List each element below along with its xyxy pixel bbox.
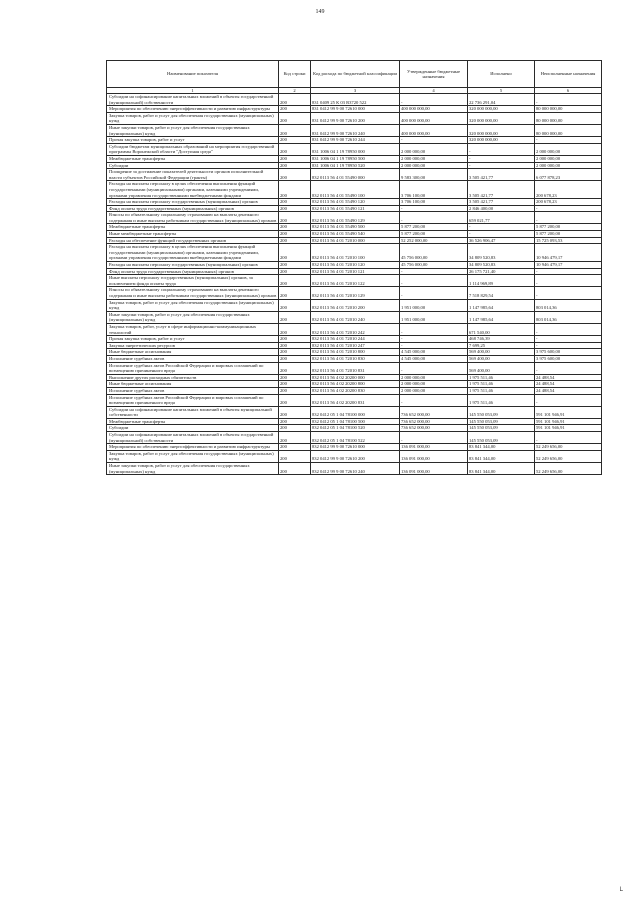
header-unexecuted: Неисполненные назначения [535,61,602,88]
row-approved-cell: 736 652 000,00 [400,425,468,432]
row-approved-cell: - [400,205,468,212]
row-name-cell: Иные закупки товаров, работ и услуг для обеспечения государственных (муниципальных) нужд [107,311,279,323]
row-unexecuted-cell: 80 000 000,00 [535,112,602,124]
row-approved-cell: 3 706 100,00 [400,199,468,206]
row-name-cell: Иные закупки товаров, работ и услуг для обеспечения государственных (муниципальных) нужд [107,124,279,136]
table-row [107,394,602,406]
row-name-cell: Закупка энергетических ресурсов [107,342,279,349]
row-budget-code-cell: 831 0412 99 9 00 72610 240 [311,124,400,136]
row-approved-cell: 3 706 100,00 [400,181,468,199]
row-name-cell: Исполнение судебных актов Российской Федерации и мировых соглашений по возмещению причиненного вреда [107,394,279,406]
scan-corner-mark: └ [618,887,623,895]
row-approved-cell: 400 000 000,00 [400,124,468,136]
row-line-code-cell: 200 [279,205,311,212]
row-executed-cell: 569 400,00 [468,349,535,356]
row-executed-cell: 145 550 053,09 [468,432,535,444]
row-executed-cell: 26 175 721,40 [468,268,535,275]
row-unexecuted-cell: 52 249 656,00 [535,450,602,462]
row-executed-cell: 320 000 000,00 [468,124,535,136]
row-approved-cell: 52 252 000,00 [400,237,468,244]
row-executed-cell: - [468,231,535,238]
table-row [107,450,602,462]
row-unexecuted-cell: - [535,287,602,299]
row-name-cell: Расходы на выплаты персоналу государственных (муниципальных) органов [107,262,279,269]
table-row [107,205,602,212]
row-line-code-cell: 200 [279,162,311,169]
row-budget-code-cell: 832 0113 56 4 01 72010 120 [311,262,400,269]
row-executed-cell: 3 505 421,77 [468,181,535,199]
row-line-code-cell: 200 [279,137,311,144]
table-row [107,387,602,394]
row-unexecuted-cell: 3 975 600,00 [535,355,602,362]
row-budget-code-cell: 832 0113 56 4 01 55490 100 [311,181,400,199]
row-approved-cell: - [400,336,468,343]
row-name-cell: Исполнение судебных актов [107,387,279,394]
row-executed-cell: 320 000 000,00 [468,137,535,144]
row-unexecuted-cell: 5 877 200,00 [535,224,602,231]
table-row [107,311,602,323]
row-approved-cell: - [400,362,468,374]
row-line-code-cell: 200 [279,432,311,444]
row-executed-cell: 2 846 400,00 [468,205,535,212]
row-approved-cell: 136 091 000,00 [400,444,468,451]
row-unexecuted-cell: 10 946 479,17 [535,244,602,262]
row-approved-cell: 1 951 000,00 [400,311,468,323]
row-unexecuted-cell: 2 000 000,00 [535,162,602,169]
table-row [107,224,602,231]
row-budget-code-cell: 832 0113 56 4 01 72010 100 [311,244,400,262]
row-line-code-cell: 200 [279,323,311,335]
header-number: 2 [279,88,311,94]
row-budget-code-cell: 832 0113 56 4 01 72010 121 [311,268,400,275]
row-budget-code-cell: 832 0412 99 9 00 72610 200 [311,450,400,462]
row-unexecuted-cell: 5 877 200,00 [535,231,602,238]
row-name-cell: Субсидии [107,425,279,432]
row-name-cell: Иные бюджетные ассигнования [107,381,279,388]
row-name-cell: Иные выплаты персоналу государственных (муниципальных) органов, за исключением фонда оплаты труда [107,275,279,287]
row-line-code-cell: 200 [279,224,311,231]
row-line-code-cell: 200 [279,394,311,406]
row-approved-cell: 2 000 000,00 [400,387,468,394]
row-name-cell: Фонд оплаты труда государственных (муниципальных) органов [107,205,279,212]
row-approved-cell: - [400,275,468,287]
row-executed-cell: 1 147 985,64 [468,299,535,311]
table-row [107,432,602,444]
table-row [107,275,602,287]
row-name-cell: Поощрение за достижение показателей деятельности органов исполнительной власти субъектов Российской Федерации (гранты) [107,169,279,181]
row-name-cell: Закупка товаров, работ и услуг для обеспечения государственных (муниципальных) нужд [107,450,279,462]
header-number: 4 [400,88,468,94]
row-unexecuted-cell: 2 000 000,00 [535,155,602,162]
row-line-code-cell: 200 [279,244,311,262]
row-unexecuted-cell: - [535,275,602,287]
row-approved-cell: 400 000 000,00 [400,112,468,124]
row-line-code-cell: 200 [279,143,311,155]
row-name-cell: Расходы на выплаты персоналу в целях обеспечения выполнения функций государственными (муниципальными) органами, казенными учреждениями, органами управления государственными внебюджетными фондами [107,244,279,262]
row-line-code-cell: 200 [279,336,311,343]
row-unexecuted-cell: - [535,432,602,444]
row-approved-cell: - [400,394,468,406]
row-budget-code-cell: 832 0113 56 4 01 55490 121 [311,205,400,212]
row-name-cell: Исполнение судебных актов Российской Федерации и мировых соглашений по возмещению причиненного вреда [107,362,279,374]
row-budget-code-cell: 832 0412 05 1 04 78100 500 [311,418,400,425]
row-budget-code-cell: 831 0412 99 9 00 72610 000 [311,106,400,113]
row-name-cell: Исполнение судебных актов [107,355,279,362]
row-line-code-cell: 200 [279,212,311,224]
row-approved-cell: 2 000 000,00 [400,374,468,381]
row-executed-cell: 3 505 421,77 [468,169,535,181]
table-body [107,94,602,475]
row-name-cell: Фонд оплаты труда государственных (муниципальных) органов [107,268,279,275]
row-name-cell: Межбюджетные трансферты [107,155,279,162]
row-line-code-cell: 200 [279,275,311,287]
row-unexecuted-cell: 2 000 000,00 [535,143,602,155]
row-executed-cell: 1 975 511,46 [468,394,535,406]
row-unexecuted-cell: 80 000 000,00 [535,106,602,113]
row-approved-cell: - [400,268,468,275]
row-unexecuted-cell: - [535,137,602,144]
table-row [107,418,602,425]
row-executed-cell: 83 841 344,00 [468,444,535,451]
table-row [107,362,602,374]
header-line-code: Код строки [279,61,311,88]
table-row [107,287,602,299]
header-approved: Утвержденные бюджетные назначения [400,61,468,88]
row-budget-code-cell: 831 1006 04 1 19 78950 500 [311,155,400,162]
row-name-cell: Прочая закупка товаров, работ и услуг [107,137,279,144]
table-row [107,112,602,124]
row-budget-code-cell: 832 0113 56 4 02 20200 831 [311,394,400,406]
budget-execution-table-container [106,60,601,475]
row-budget-code-cell: 832 0113 56 4 01 55490 120 [311,199,400,206]
row-unexecuted-cell: 803 014,36 [535,299,602,311]
row-approved-cell: 4 545 000,00 [400,349,468,356]
row-name-cell: Мероприятия по обеспечению энергоэффективности и развитию инфраструктуры [107,106,279,113]
table-row [107,212,602,224]
row-budget-code-cell: 832 0113 56 4 01 55490 000 [311,169,400,181]
row-unexecuted-cell: 803 014,36 [535,311,602,323]
table-row [107,406,602,418]
row-line-code-cell: 200 [279,112,311,124]
table-row [107,237,602,244]
header-number: 5 [468,88,535,94]
row-name-cell: Выполнение других расходных обязательств [107,374,279,381]
table-row [107,381,602,388]
row-approved-cell: 1 951 000,00 [400,299,468,311]
row-budget-code-cell: 832 0412 05 1 04 78100 000 [311,406,400,418]
row-unexecuted-cell: 24 488,54 [535,387,602,394]
row-executed-cell: 1 114 969,89 [468,275,535,287]
row-line-code-cell: 200 [279,381,311,388]
row-executed-cell: 7 699,25 [468,342,535,349]
row-budget-code-cell: 832 0412 05 1 04 78100 520 [311,425,400,432]
row-line-code-cell: 200 [279,374,311,381]
row-name-cell: Мероприятия по обеспечению энергоэффективности и развитию инфраструктуры [107,444,279,451]
row-name-cell: Субсидии бюджетам муниципальных образований на мероприятия государственной программы Воронежской области "Доступная среда" [107,143,279,155]
row-line-code-cell: 200 [279,387,311,394]
row-executed-cell: 145 550 053,09 [468,406,535,418]
table-row [107,124,602,136]
table-row [107,444,602,451]
row-budget-code-cell: 832 0113 56 4 01 72010 129 [311,287,400,299]
row-approved-cell: 4 545 000,00 [400,355,468,362]
row-line-code-cell: 200 [279,106,311,113]
row-budget-code-cell: 832 0113 56 4 01 72010 247 [311,342,400,349]
budget-execution-table [106,60,602,475]
row-executed-cell: 569 400,00 [468,355,535,362]
row-budget-code-cell: 832 0113 56 4 02 20200 000 [311,374,400,381]
table-row [107,94,602,106]
row-approved-cell: 5 877 200,00 [400,224,468,231]
row-unexecuted-cell: 80 000 000,00 [535,124,602,136]
row-executed-cell: 1 147 985,64 [468,311,535,323]
row-executed-cell: - [468,143,535,155]
row-unexecuted-cell: 200 678,23 [535,199,602,206]
row-approved-cell: 2 000 000,00 [400,143,468,155]
table-row [107,336,602,343]
row-approved-cell: 2 000 000,00 [400,381,468,388]
row-line-code-cell: 200 [279,181,311,199]
row-budget-code-cell: 832 0113 56 4 01 72010 830 [311,355,400,362]
table-row [107,231,602,238]
row-unexecuted-cell: 591 101 946,91 [535,418,602,425]
row-name-cell: Субсидии на софинансирование капитальных вложений в объекты государственной (муниципальной) собственности [107,432,279,444]
row-line-code-cell: 200 [279,299,311,311]
table-row [107,137,602,144]
row-unexecuted-cell: 24 488,54 [535,374,602,381]
table-row [107,162,602,169]
table-row [107,155,602,162]
row-line-code-cell: 200 [279,349,311,356]
row-budget-code-cell: 831 1006 04 1 19 78950 000 [311,143,400,155]
row-budget-code-cell: 832 0113 56 4 01 72010 200 [311,299,400,311]
row-unexecuted-cell: 3 975 600,00 [535,349,602,356]
table-row [107,349,602,356]
row-executed-cell: 145 550 053,09 [468,418,535,425]
table-row [107,374,602,381]
row-unexecuted-cell: 24 488,54 [535,381,602,388]
row-unexecuted-cell: 10 946 479,17 [535,262,602,269]
row-name-cell: Расходы на выплаты персоналу государственных (муниципальных) органов [107,199,279,206]
row-line-code-cell: 200 [279,237,311,244]
table-row [107,299,602,311]
row-line-code-cell: 200 [279,169,311,181]
row-executed-cell: 3 505 421,77 [468,199,535,206]
row-budget-code-cell: 831 0412 99 9 00 72610 244 [311,137,400,144]
row-approved-cell: 400 000 000,00 [400,106,468,113]
row-budget-code-cell: 832 0113 56 4 02 20200 830 [311,387,400,394]
row-unexecuted-cell: 15 725 093,53 [535,237,602,244]
row-approved-cell: 136 091 000,00 [400,450,468,462]
row-unexecuted-cell: - [535,342,602,349]
row-executed-cell: - [468,162,535,169]
row-line-code-cell: 200 [279,418,311,425]
table-row [107,355,602,362]
row-approved-cell: 45 756 000,00 [400,262,468,269]
row-budget-code-cell: 831 0412 99 9 00 72610 200 [311,112,400,124]
row-line-code-cell: 200 [279,362,311,374]
row-name-cell: Взносы по обязательному социальному страхованию на выплаты денежного содержания и иные выплаты работникам государственных (муниципальных) органов [107,212,279,224]
row-name-cell: Межбюджетные трансферты [107,224,279,231]
row-unexecuted-cell: - [535,362,602,374]
row-budget-code-cell: 832 0412 05 1 04 78100 522 [311,432,400,444]
row-approved-cell: - [400,323,468,335]
row-executed-cell: 34 809 520,83 [468,244,535,262]
row-budget-code-cell: 832 0113 56 4 02 20200 800 [311,381,400,388]
table-row [107,262,602,269]
row-approved-cell: 736 652 000,00 [400,418,468,425]
row-name-cell: Закупка товаров, работ и услуг для обеспечения государственных (муниципальных) нужд [107,299,279,311]
row-name-cell: Иные бюджетные ассигнования [107,349,279,356]
row-line-code-cell: 200 [279,425,311,432]
row-line-code-cell: 200 [279,444,311,451]
row-executed-cell: 83 841 344,00 [468,463,535,475]
row-approved-cell: 2 000 000,00 [400,155,468,162]
row-budget-code-cell: 832 0113 56 4 01 72010 831 [311,362,400,374]
row-budget-code-cell: 832 0113 56 4 01 72010 800 [311,349,400,356]
row-approved-cell: 2 000 000,00 [400,162,468,169]
row-line-code-cell: 200 [279,342,311,349]
row-executed-cell: 1 975 511,46 [468,381,535,388]
row-line-code-cell: 200 [279,463,311,475]
row-line-code-cell: 200 [279,450,311,462]
row-budget-code-cell: 832 0113 56 4 01 55490 540 [311,231,400,238]
row-unexecuted-cell: - [535,268,602,275]
row-budget-code-cell: 832 0412 99 9 00 72610 000 [311,444,400,451]
table-row [107,463,602,475]
table-row [107,268,602,275]
table-row [107,106,602,113]
row-approved-cell: 5 877 200,00 [400,231,468,238]
row-approved-cell: - [400,432,468,444]
page-number: 149 [315,9,325,15]
row-unexecuted-cell: - [535,212,602,224]
row-line-code-cell: 200 [279,124,311,136]
row-unexecuted-cell: - [535,336,602,343]
row-name-cell: Субсидии на софинансирование капитальных вложений в объекты муниципальной собственности [107,406,279,418]
row-budget-code-cell: 832 0113 56 4 01 55490 129 [311,212,400,224]
row-name-cell: Субсидии на софинансирование капитальных вложений в объекты государственной (муниципальной) собственности [107,94,279,106]
row-budget-code-cell: 832 0412 99 9 00 72610 240 [311,463,400,475]
row-executed-cell: 34 809 520,83 [468,262,535,269]
row-unexecuted-cell: 52 249 656,00 [535,444,602,451]
row-unexecuted-cell: 52 249 656,00 [535,463,602,475]
table-row [107,244,602,262]
row-executed-cell: 7 518 829,54 [468,287,535,299]
row-approved-cell: - [400,212,468,224]
row-name-cell: Иные закупки товаров, работ и услуг для обеспечения государственных (муниципальных) нужд [107,463,279,475]
row-line-code-cell: 200 [279,311,311,323]
row-name-cell: Расходы на обеспечение функций государственных органов [107,237,279,244]
row-unexecuted-cell: 200 678,23 [535,181,602,199]
row-unexecuted-cell: - [535,94,602,106]
header-name: Наименование показателя [107,61,279,88]
table-row [107,143,602,155]
row-executed-cell: 320 000 000,00 [468,106,535,113]
row-executed-cell: 1 975 511,46 [468,374,535,381]
row-executed-cell: 468 746,39 [468,336,535,343]
table-row [107,323,602,335]
header-number: 3 [311,88,400,94]
row-executed-cell: 671 540,00 [468,323,535,335]
row-budget-code-cell: 832 0113 56 4 01 72010 000 [311,237,400,244]
row-budget-code-cell: 832 0113 56 4 01 72010 122 [311,275,400,287]
row-approved-cell: 45 756 000,00 [400,244,468,262]
row-executed-cell: 320 000 000,00 [468,112,535,124]
row-budget-code-cell: 832 0113 56 4 01 72010 242 [311,323,400,335]
row-name-cell: Прочая закупка товаров, работ и услуг [107,336,279,343]
row-name-cell: Иные межбюджетные трансферты [107,231,279,238]
row-name-cell: Взносы по обязательному социальному страхованию на выплаты денежного содержания и иные выплаты работникам государственных (муниципальных) органов [107,287,279,299]
row-line-code-cell: 200 [279,406,311,418]
row-budget-code-cell: 832 0113 56 4 01 55490 500 [311,224,400,231]
row-name-cell: Расходы на выплаты персоналу в целях обеспечения выполнения функций государственными (муниципальными) органами, казенными учреждениями, органами управления государственными внебюджетными фондами [107,181,279,199]
row-budget-code-cell: 831 1006 04 1 19 78950 520 [311,162,400,169]
header-number: 6 [535,88,602,94]
row-executed-cell: 83 841 344,00 [468,450,535,462]
table-row [107,342,602,349]
row-executed-cell: - [468,155,535,162]
row-approved-cell: 736 652 000,00 [400,406,468,418]
header-executed: Исполнено [468,61,535,88]
row-line-code-cell: 200 [279,355,311,362]
row-unexecuted-cell: 6 077 878,23 [535,169,602,181]
table-row [107,425,602,432]
row-executed-cell: 569 400,00 [468,362,535,374]
row-name-cell: Субсидии [107,162,279,169]
row-approved-cell: - [400,342,468,349]
row-executed-cell: 145 550 053,09 [468,425,535,432]
row-executed-cell: - [468,224,535,231]
row-budget-code-cell: 831 0409 25 К 03 R3720 522 [311,94,400,106]
row-approved-cell: 136 091 000,00 [400,463,468,475]
row-line-code-cell: 200 [279,199,311,206]
row-line-code-cell: 200 [279,94,311,106]
row-line-code-cell: 200 [279,231,311,238]
row-approved-cell: - [400,287,468,299]
table-row [107,181,602,199]
row-unexecuted-cell: - [535,205,602,212]
row-executed-cell: 36 526 906,47 [468,237,535,244]
row-name-cell: Межбюджетные трансферты [107,418,279,425]
row-executed-cell: 1 975 511,46 [468,387,535,394]
row-executed-cell: 659 021,77 [468,212,535,224]
table-row [107,199,602,206]
row-line-code-cell: 200 [279,287,311,299]
table-header [107,61,602,94]
row-unexecuted-cell: - [535,394,602,406]
row-budget-code-cell: 832 0113 56 4 01 72010 244 [311,336,400,343]
row-approved-cell: - [400,137,468,144]
header-number: 1 [107,88,279,94]
row-budget-code-cell: 832 0113 56 4 01 72010 240 [311,311,400,323]
row-approved-cell: - [400,94,468,106]
header-row [107,61,602,88]
row-name-cell: Закупка товаров, работ, услуг в сфере информационно-коммуникационных технологий [107,323,279,335]
row-approved-cell: 9 583 300,00 [400,169,468,181]
row-line-code-cell: 200 [279,155,311,162]
row-line-code-cell: 200 [279,262,311,269]
row-line-code-cell: 200 [279,268,311,275]
row-executed-cell: 22 736 291,04 [468,94,535,106]
table-row [107,169,602,181]
row-unexecuted-cell: - [535,323,602,335]
header-budget-code: Код расхода по бюджетной классификации [311,61,400,88]
row-unexecuted-cell: 591 101 946,91 [535,425,602,432]
row-unexecuted-cell: 591 101 946,91 [535,406,602,418]
row-name-cell: Закупка товаров, работ и услуг для обеспечения государственных (муниципальных) нужд [107,112,279,124]
